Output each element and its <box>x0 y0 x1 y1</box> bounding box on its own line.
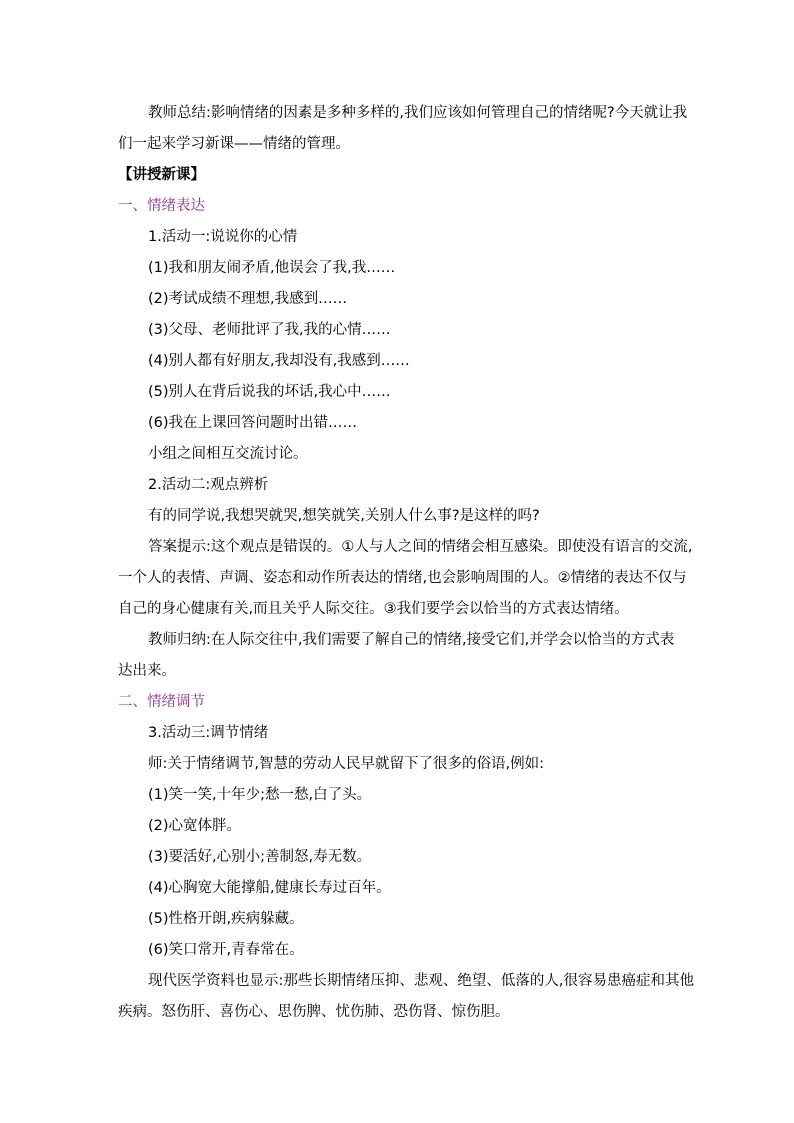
list-item: (4)心胸宽大能撑船,健康长寿过百年。 <box>148 880 391 896</box>
section-title: 【讲授新课】 <box>118 167 205 183</box>
paragraph-line: 们一起来学习新课——情绪的管理。 <box>118 136 350 152</box>
heading-emotion-regulation: 二、情绪调节 <box>118 694 205 710</box>
paragraph-line: 一个人的表情、声调、姿态和动作所表达的情绪,也会影响周围的人。②情绪的表达不仅与 <box>118 570 687 586</box>
heading-emotion-expression: 一、情绪表达 <box>118 198 205 214</box>
list-item: (6)笑口常开,青春常在。 <box>148 942 304 958</box>
list-item: (1)笑一笑,十年少;愁一愁,白了头。 <box>148 787 372 803</box>
activity-title: 1.活动一:说说你的心情 <box>148 229 298 245</box>
paragraph-line: 答案提示:这个观点是错误的。①人与人之间的情绪会相互感染。即使没有语言的交流, <box>148 539 693 555</box>
paragraph-line: 教师总结:影响情绪的因素是多种多样的,我们应该如何管理自己的情绪呢?今天就让我 <box>148 105 688 121</box>
paragraph-line: 小组之间相互交流讨论。 <box>148 446 308 462</box>
paragraph-line: 自己的身心健康有关,而且关乎人际交往。③我们要学会以恰当的方式表达情绪。 <box>118 601 629 617</box>
list-item: (2)考试成绩不理想,我感到…… <box>148 291 348 307</box>
paragraph-line: 有的同学说,我想哭就哭,想笑就笑,关别人什么事?是这样的吗? <box>148 508 540 524</box>
list-item: (2)心宽体胖。 <box>148 818 242 834</box>
paragraph-line: 现代医学资料也显示:那些长期情绪压抑、悲观、绝望、低落的人,很容易患癌症和其他 <box>148 973 694 989</box>
activity-title: 3.活动三:调节情绪 <box>148 725 269 741</box>
list-item: (4)别人都有好朋友,我却没有,我感到…… <box>148 353 410 369</box>
paragraph-line: 教师归纳:在人际交往中,我们需要了解自己的情绪,接受它们,并学会以恰当的方式表 <box>148 632 675 648</box>
paragraph-line: 师:关于情绪调节,智慧的劳动人民早就留下了很多的俗语,例如: <box>148 756 544 772</box>
list-item: (5)性格开朗,疾病躲藏。 <box>148 911 304 927</box>
list-item: (6)我在上课回答问题时出错…… <box>148 415 358 431</box>
activity-title: 2.活动二:观点辨析 <box>148 477 269 493</box>
list-item: (1)我和朋友闹矛盾,他误会了我,我…… <box>148 260 396 276</box>
paragraph-line: 疾病。怒伤肝、喜伤心、思伤脾、忧伤肺、恐伤肾、惊伤胆。 <box>118 1004 510 1020</box>
list-item: (3)要活好,心别小;善制怒,寿无数。 <box>148 849 372 865</box>
paragraph-line: 达出来。 <box>118 663 176 679</box>
list-item: (5)别人在背后说我的坏话,我心中…… <box>148 384 391 400</box>
list-item: (3)父母、老师批评了我,我的心情…… <box>148 322 391 338</box>
